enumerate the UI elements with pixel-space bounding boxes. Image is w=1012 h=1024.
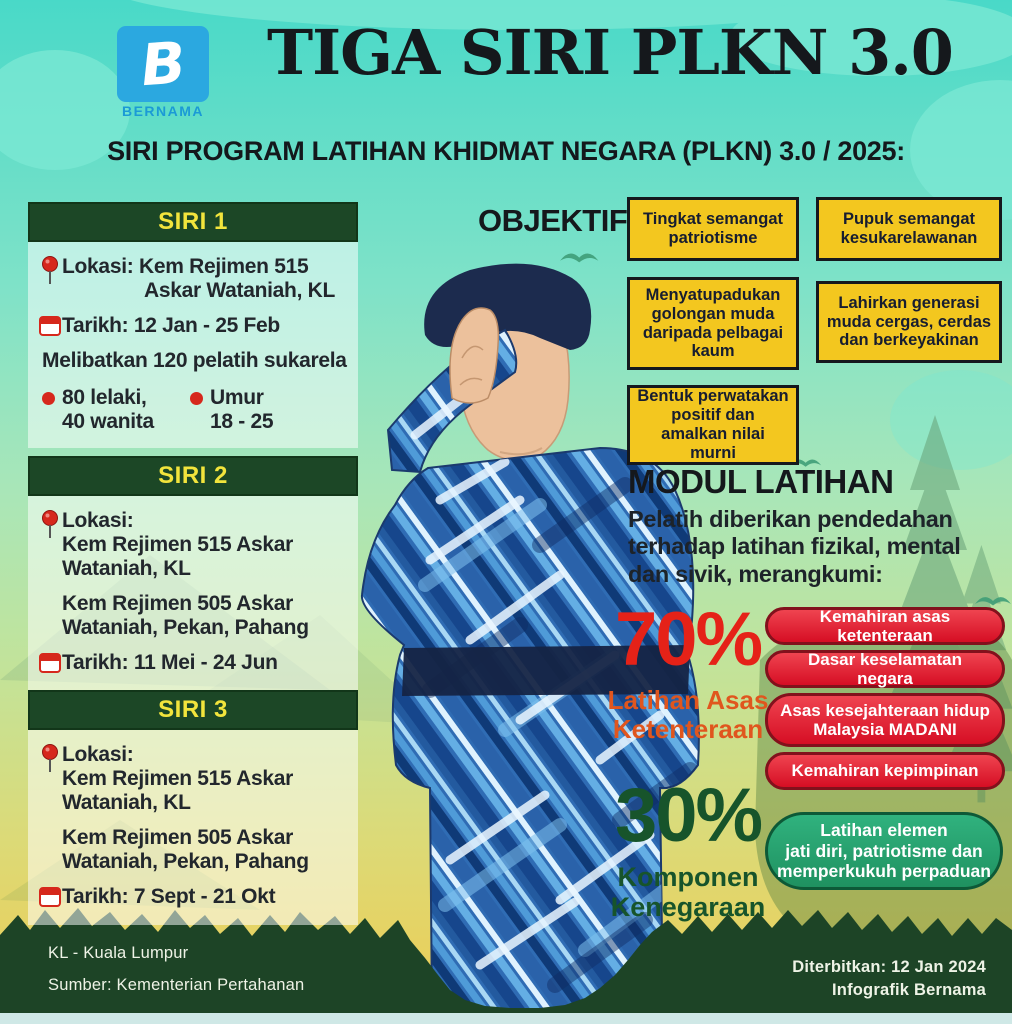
bullet-dot: [42, 392, 55, 405]
siri-2-lokasi-label: Lokasi:: [62, 509, 134, 532]
percent-70-block: [604, 597, 772, 745]
calendar-icon: [38, 886, 62, 908]
footer-published: Diterbitkan: 12 Jan 2024: [792, 958, 986, 976]
siri-3-camp2-line2: Wataniah, Pekan, Pahang: [62, 849, 309, 873]
footer-credit: Infografik Bernama: [832, 981, 986, 999]
modul-intro-line2: terhadap latihan fizikal, mental: [628, 533, 961, 560]
siri-3-camp1-line1: Kem Rejimen 515 Askar: [62, 766, 294, 790]
siri-2-camp2-line2: Wataniah, Pekan, Pahang: [62, 615, 309, 639]
siri-1-tarikh: Tarikh: 12 Jan - 25 Feb: [62, 313, 280, 337]
percent-30-value: 30%: [614, 773, 762, 858]
siri-1-age-line2: 18 - 25: [210, 409, 274, 433]
siri-1-gender-line2: 40 wanita: [62, 409, 154, 433]
objective-box: Tingkat semangat patriotisme: [627, 197, 799, 261]
bullet-dot: [190, 392, 203, 405]
asas-pill: Kemahiran asas ketenteraan: [765, 607, 1005, 645]
bernama-logo-text: BERNAMA: [121, 103, 205, 119]
kenegaraan-line2: jati diri, patriotisme dan: [785, 840, 983, 861]
siri-1-body: [28, 242, 358, 448]
siri-3-body: [28, 730, 358, 925]
siri-2-title: SIRI 2: [28, 456, 358, 496]
objective-box: Menyatupadukan golongan muda daripada pelbagai kaum: [627, 277, 799, 370]
siri-3-title: SIRI 3: [28, 690, 358, 730]
asas-pill: Asas kesejahteraan hidup Malaysia MADANI: [765, 693, 1005, 747]
siri-3-card: [28, 690, 358, 925]
objective-box: Pupuk semangat kesukarelawanan: [816, 197, 1002, 261]
percent-30-label: Komponen Kenegaraan: [610, 862, 766, 923]
modul-intro-line1: Pelatih diberikan pendedahan: [628, 506, 953, 532]
siri-1-title: SIRI 1: [28, 202, 358, 242]
objective-box: Lahirkan generasi muda cergas, cerdas dan berkeyakinan: [816, 281, 1002, 363]
siri-2-camp1-line2: Wataniah, KL: [62, 556, 191, 580]
siri-2-card: [28, 456, 358, 691]
modul-intro: [628, 506, 1012, 588]
siri-3-tarikh: Tarikh: 7 Sept - 21 Okt: [62, 884, 276, 908]
siri-2-tarikh: Tarikh: 11 Mei - 24 Jun: [62, 650, 278, 674]
map-pin-icon: [38, 510, 62, 540]
kenegaraan-pill: [765, 812, 1003, 890]
siri-1-age-line1: Umur: [210, 385, 264, 409]
page-title: TIGA SIRI PLKN 3.0: [267, 16, 953, 89]
bernama-logo-mark: [117, 26, 209, 102]
bottom-strip: [0, 1013, 1012, 1024]
siri-1-gender-line1: 80 lelaki,: [62, 385, 147, 409]
percent-70-label: Latihan Asas Ketenteraan: [607, 685, 769, 745]
asas-pill: Kemahiran kepimpinan: [765, 752, 1005, 790]
footer-note-kl: KL - Kuala Lumpur: [48, 944, 189, 962]
siri-3-camp1-line2: Wataniah, KL: [62, 790, 191, 814]
footer-source: Sumber: Kementerian Pertahanan: [48, 976, 305, 994]
siri-1-bullet-age: [190, 386, 273, 434]
siri-2-camp1-line1: Kem Rejimen 515 Askar: [62, 532, 294, 556]
objektif-heading: OBJEKTIF: [478, 203, 628, 238]
map-pin-icon: [38, 744, 62, 774]
bernama-logo-letter: B: [137, 28, 189, 100]
siri-1-lokasi-line1: Lokasi: Kem Rejimen 515: [62, 255, 309, 278]
kenegaraan-line1: Latihan elemen: [820, 820, 948, 841]
objective-box: Bentuk perwatakan positif dan amalkan nilai murni: [627, 385, 799, 465]
siri-1-card: [28, 202, 358, 448]
bernama-logo: [115, 26, 211, 119]
percent-70-value: 70%: [614, 597, 762, 682]
calendar-icon: [38, 315, 62, 337]
siri-3-camp2-line1: Kem Rejimen 505 Askar: [62, 825, 294, 849]
modul-intro-line3: dan sivik, merangkumi:: [628, 560, 883, 587]
percent-30-block: [604, 773, 772, 923]
siri-3-lokasi-label: Lokasi:: [62, 743, 134, 766]
kenegaraan-line3: memperkukuh perpaduan: [777, 861, 991, 882]
siri-2-camp2-line1: Kem Rejimen 505 Askar: [62, 591, 294, 615]
subtitle: SIRI PROGRAM LATIHAN KHIDMAT NEGARA (PLKN) 3.0 / 2025:: [107, 136, 905, 166]
siri-1-bullet-gender: [42, 386, 190, 434]
asas-pill: Dasar keselamatan negara: [765, 650, 1005, 688]
map-pin-icon: [38, 256, 62, 286]
calendar-icon: [38, 652, 62, 674]
siri-1-note: Melibatkan 120 pelatih sukarela: [42, 348, 347, 372]
siri-1-lokasi-line2: Askar Wataniah, KL: [144, 278, 336, 302]
modul-heading: MODUL LATIHAN: [628, 463, 894, 500]
siri-2-body: [28, 496, 358, 691]
